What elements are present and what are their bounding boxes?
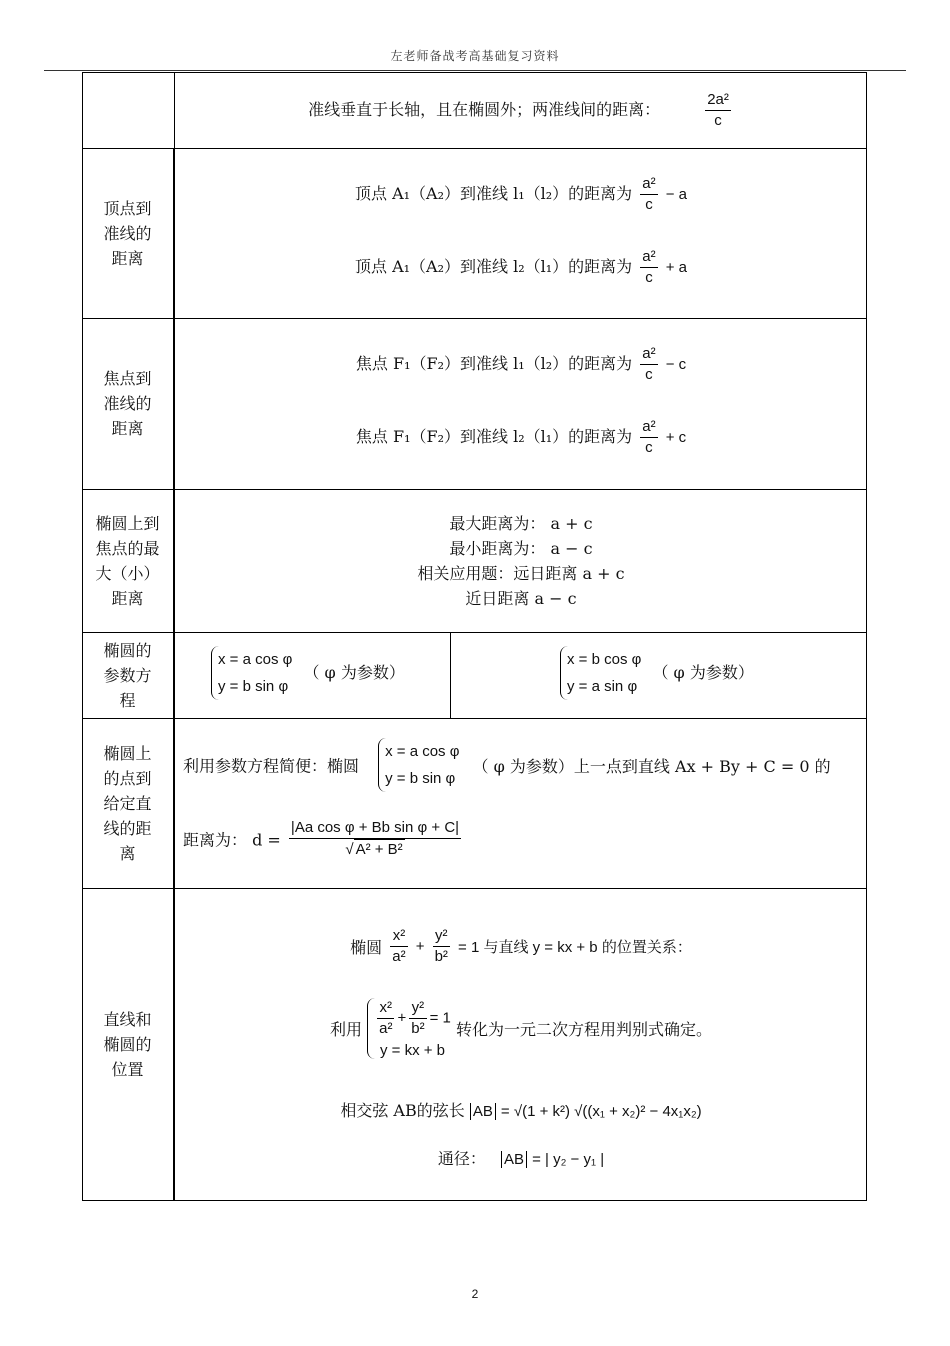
directrix-fraction: $\frac{\text{2a²}}{c}$ xyxy=(707,91,729,129)
row-focus-to-directrix xyxy=(82,318,867,489)
row-label: 椭圆的参数方程 xyxy=(82,632,174,718)
focus-line-1: 焦点 F₁（F₂）到准线 l₁（l₂）的距离为 $\frac{\text{a²}}{c}$ − c xyxy=(355,345,687,383)
row-max-min-distance xyxy=(82,489,867,632)
row-directrix-distance xyxy=(82,72,867,148)
perihelion-line: 近日距离 a − c xyxy=(465,589,577,608)
max-distance-line: 最大距离为： a + c xyxy=(449,514,593,533)
row-label: 顶点到准线的距离 xyxy=(82,148,174,318)
row-label: 椭圆上的点到给定直线的距离 xyxy=(82,718,174,888)
point-to-line-intro: 利用参数方程简便：椭圆 x = a cos φ y = b sin φ （ φ 为参数）上一点到直线 Ax + By + C = 0 的 xyxy=(183,738,831,792)
parametric-left: x = a cos φ y = b sin φ （ φ 为参数） xyxy=(211,646,405,700)
min-distance-line: 最小距离为： a − c xyxy=(449,539,593,558)
page-number: 2 xyxy=(471,1287,479,1301)
vertex-line-2: 顶点 A₁（A₂）到准线 l₂（l₁）的距离为 $\frac{\text{a²}}{c}$ + a xyxy=(355,248,687,286)
page-header-title: 左老师备战考高基础复习资料 xyxy=(390,49,560,63)
application-line: 相关应用题：远日距离 a + c xyxy=(417,564,625,583)
vertex-line-1: 顶点 A₁（A₂）到准线 l₁（l₂）的距离为 $\frac{\text{a²}}{c}$ − a xyxy=(355,175,687,213)
row-vertex-to-directrix xyxy=(82,148,867,318)
row-point-to-line xyxy=(82,718,867,888)
line-ellipse-line-3: 相交弦 AB的弦长 AB = √(1 + k²) √((x₁ + x₂)² − 4x₁x₂) xyxy=(340,1101,702,1120)
row-parametric xyxy=(82,632,867,718)
row-line-ellipse xyxy=(82,888,867,1200)
focus-line-2: 焦点 F₁（F₂）到准线 l₂（l₁）的距离为 $\frac{\text{a²}}{c}$ + c xyxy=(355,418,687,456)
line-ellipse-line-2: 利用 $\frac{\text{x²}}{\text{a²}}$ + $\frac{\text{y²}}{\text{b²}}$ = 1 y = kx + b 转化为一元二次方程用判别式确定。 xyxy=(330,999,712,1059)
row-label: 椭圆上到焦点的最大（小）距离 xyxy=(82,489,174,632)
row-label: 直线和椭圆的位置 xyxy=(82,888,174,1200)
line-ellipse-line-4: 通径： AB = | y₂ − y₁ | xyxy=(437,1149,605,1168)
parametric-right: x = b cos φ y = a sin φ （ φ 为参数） xyxy=(560,646,754,700)
distance-formula: 距离为： d = $\frac{\text{|Aa cos φ + Bb sin φ + C|}}{\text{√ A² + B²}}$ xyxy=(183,819,460,858)
row-label: 焦点到准线的距离 xyxy=(82,318,174,489)
header-rule xyxy=(44,70,906,71)
line-ellipse-line-1: 椭圆 $\frac{\text{x²}}{\text{a²}}$ + $\frac{\text{y²}}{\text{b²}}$ = 1 与直线 y = kx + b 的位置关系： xyxy=(350,927,692,965)
directrix-text: 准线垂直于长轴，且在椭圆外；两准线间的距离： xyxy=(308,100,661,119)
